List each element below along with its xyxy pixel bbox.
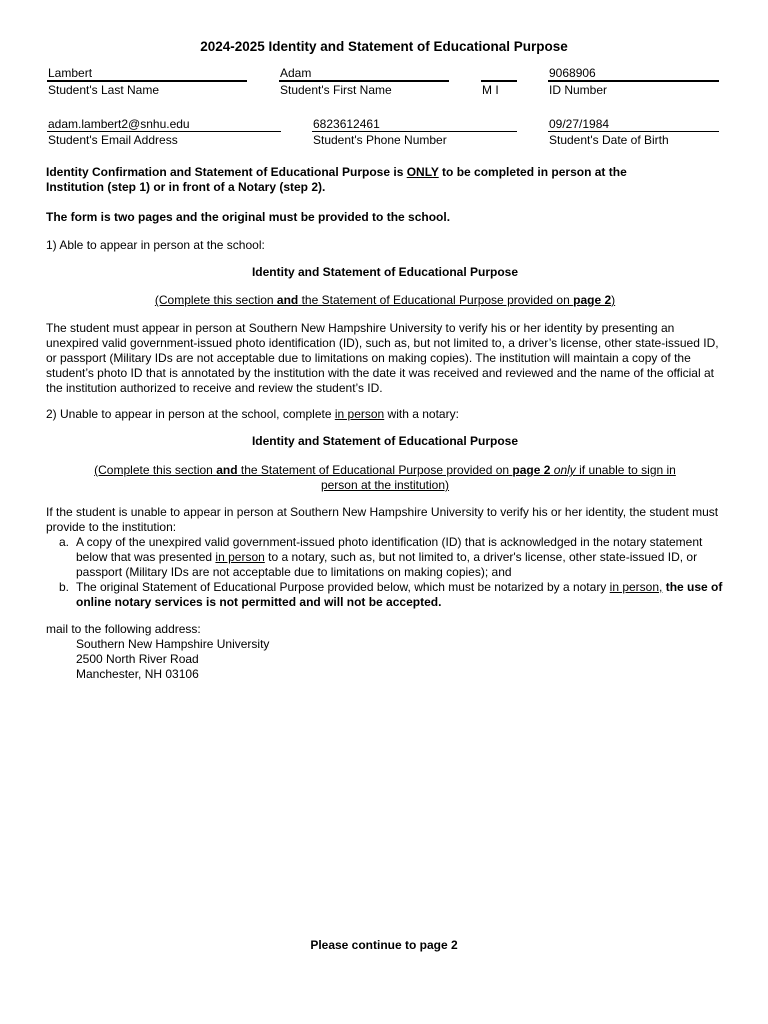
- step2-note-page: page 2: [512, 463, 551, 477]
- two-pages-notice: The form is two pages and the original must be provided to the school.: [46, 210, 451, 224]
- last-name-rule: [47, 80, 247, 82]
- phone-value[interactable]: 6823612461: [313, 117, 380, 131]
- middle-initial-field[interactable]: [481, 66, 517, 97]
- step2-item-b: [46, 580, 724, 610]
- id-number-field[interactable]: [548, 66, 719, 97]
- step2-item-b-marker: b.: [59, 580, 70, 594]
- step2-note-c: if unable to sign in: [575, 463, 676, 477]
- id-number-rule: [548, 80, 719, 82]
- phone-rule: [312, 131, 517, 132]
- step2-item-b-text-1: The original Statement of Educational Purpose provided below, which must be notarized by a notary: [76, 580, 610, 594]
- notice-line-2: Institution (step 1) or in front of a Notary (step 2).: [46, 180, 326, 194]
- step2-list: [46, 535, 724, 610]
- step1-note-page: page 2: [573, 293, 612, 307]
- dob-value[interactable]: 09/27/1984: [549, 117, 610, 131]
- middle-initial-label: M I: [482, 83, 499, 97]
- email-label: Student's Email Address: [48, 133, 178, 147]
- email-field[interactable]: [47, 117, 281, 147]
- step2-note: [46, 463, 724, 493]
- step2-heading: Identity and Statement of Educational Purpose: [251, 434, 519, 448]
- step1-note-c: ): [611, 293, 616, 307]
- middle-initial-value[interactable]: [481, 66, 517, 80]
- notice-text-b: to be completed in person at the: [438, 165, 627, 179]
- mail-block: [46, 622, 724, 682]
- id-number-value[interactable]: 9068906: [549, 66, 596, 80]
- footer-continue: Please continue to page 2: [310, 938, 458, 952]
- first-name-label: Student's First Name: [280, 83, 392, 97]
- form-title: 2024-2025 Identity and Statement of Educational Purpose: [200, 39, 568, 54]
- middle-initial-rule: [481, 80, 517, 82]
- step1-body: The student must appear in person at Southern New Hampshire University to verify his or her identity by presenting an unexpired valid government-issued photo identification (ID), such as, but not limited to, a driver’s license, other state-issued ID, or passport (Military IDs are not acceptable due to limitations on making copies). The institution will maintain a copy of the student’s photo ID that is annotated by the institution with the date it was received and reviewed and the name of the official at the institution authorized to receive and review the student’s ID.: [46, 321, 719, 395]
- step2-note-line-2: person at the institution): [320, 478, 450, 492]
- first-name-field[interactable]: [279, 66, 449, 97]
- step2-item-a-marker: a.: [59, 535, 70, 549]
- step2-note-line-1: [46, 463, 724, 478]
- step2-body: If the student is unable to appear in person at Southern New Hampshire University to verify his or her identity, the student must provide to the institution:: [46, 505, 719, 534]
- step2-item-b-in-person: in person,: [609, 580, 663, 594]
- mail-line-2: 2500 North River Road: [76, 652, 199, 666]
- notice-line-1: [46, 165, 724, 180]
- step2-note-only: only: [553, 463, 576, 477]
- phone-field[interactable]: [312, 117, 517, 147]
- mail-intro: mail to the following address:: [46, 622, 201, 636]
- step2-item-a-text-2: to a notary, such as, but not limited to, a driver's license, other state-issued ID, or passport (Military IDs are not acceptable due to limitations on making copies); and: [76, 550, 698, 579]
- mail-line-3: Manchester, NH 03106: [76, 667, 199, 681]
- step1-note-a: (Complete this section: [154, 293, 277, 307]
- step2-note-b: the Statement of Educational Purpose provided on: [237, 463, 513, 477]
- notice-paragraph: [46, 165, 724, 195]
- last-name-value[interactable]: Lambert: [48, 66, 93, 80]
- notice-only: ONLY: [406, 165, 439, 179]
- dob-rule: [548, 131, 719, 132]
- step2-intro-a: 2) Unable to appear in person at the school, complete: [46, 407, 335, 421]
- email-value[interactable]: adam.lambert2@snhu.edu: [48, 117, 190, 131]
- email-rule: [47, 131, 281, 132]
- step1-note-and: and: [276, 293, 299, 307]
- step2-intro-in-person: in person: [334, 407, 385, 421]
- step1-note: [46, 293, 724, 308]
- step1-intro: 1) Able to appear in person at the school:: [46, 238, 265, 252]
- step2-item-a-text-1: A copy of the unexpired valid government-issued photo identification (ID) that is acknowledged in the notary statement below that was presented: [76, 535, 703, 564]
- last-name-label: Student's Last Name: [48, 83, 160, 97]
- step1-note-b: the Statement of Educational Purpose provided on: [298, 293, 574, 307]
- step2-intro: [46, 407, 724, 422]
- step2-item-b-bold: the use of online notary services is not permitted and will not be accepted.: [76, 580, 723, 609]
- step2-note-and: and: [216, 463, 238, 477]
- notice-text-a: Identity Confirmation and Statement of Educational Purpose is: [46, 165, 407, 179]
- step2-item-a: [46, 535, 724, 580]
- last-name-field[interactable]: [47, 66, 247, 97]
- first-name-rule: [279, 80, 449, 82]
- phone-label: Student's Phone Number: [313, 133, 447, 147]
- step2-intro-b: with a notary:: [384, 407, 459, 421]
- step2-item-a-in-person: in person: [215, 550, 265, 564]
- first-name-value[interactable]: Adam: [280, 66, 312, 80]
- dob-field[interactable]: [548, 117, 719, 147]
- step2-note-a: (Complete this section: [94, 463, 217, 477]
- dob-label: Student's Date of Birth: [549, 133, 669, 147]
- mail-line-1: Southern New Hampshire University: [76, 637, 270, 651]
- id-number-label: ID Number: [549, 83, 608, 97]
- step1-heading: Identity and Statement of Educational Purpose: [251, 265, 519, 279]
